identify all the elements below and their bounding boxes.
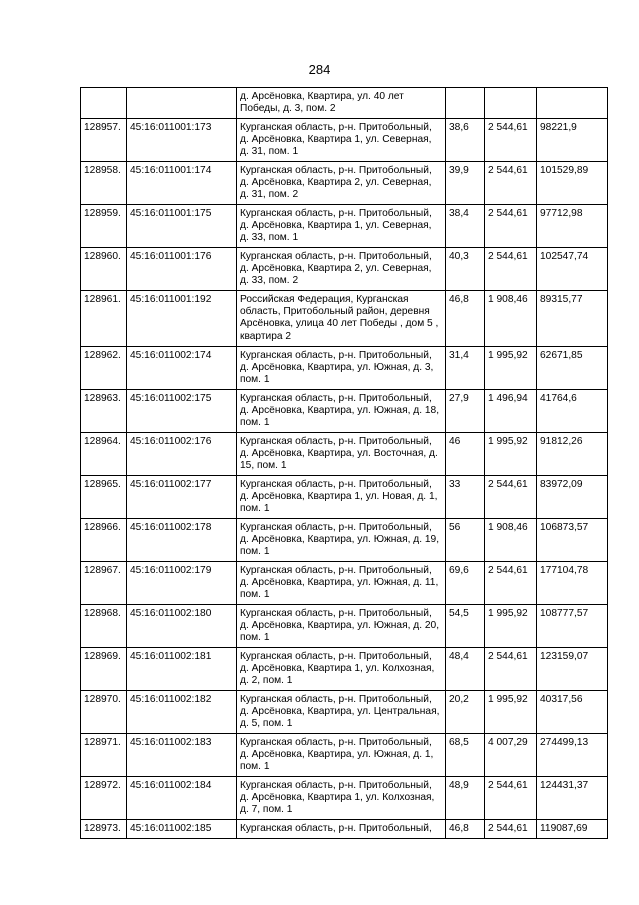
table-row <box>81 390 608 433</box>
cadastral-number-cell: 45:16:011002:184 <box>127 777 237 820</box>
area-cell: 54,5 <box>446 605 485 648</box>
rate-cell: 1 995,92 <box>485 691 537 734</box>
table-row <box>81 433 608 476</box>
cadastral-value-cell: 62671,85 <box>537 347 608 390</box>
table-row <box>81 648 608 691</box>
address-cell: Курганская область, р-н. Притобольный, д. Арсёновка, Квартира 1, ул. Новая, д. 1, пом. 1 <box>237 476 446 519</box>
table-row <box>81 734 608 777</box>
table-row <box>81 476 608 519</box>
address-cell: Курганская область, р-н. Притобольный, д. Арсёновка, Квартира, ул. Южная, д. 19, пом. 1 <box>237 519 446 562</box>
area-cell: 48,4 <box>446 648 485 691</box>
table-row <box>81 605 608 648</box>
address-cell: Курганская область, р-н. Притобольный, д. Арсёновка, Квартира, ул. Южная, д. 20, пом. 1 <box>237 605 446 648</box>
address-cell: Курганская область, р-н. Притобольный, д. Арсёновка, Квартира 2, ул. Северная, д. 33, пом. 2 <box>237 248 446 291</box>
row-number-cell: 128968. <box>81 605 127 648</box>
table-row <box>81 691 608 734</box>
row-number-cell: 128958. <box>81 162 127 205</box>
address-cell: Курганская область, р-н. Притобольный, д. Арсёновка, Квартира 1, ул. Колхозная, д. 2, пом. 1 <box>237 648 446 691</box>
row-number-cell: 128961. <box>81 291 127 347</box>
cadastral-value-cell: 123159,07 <box>537 648 608 691</box>
address-cell: Российская Федерация, Курганская область, Притобольный район, деревня Арсёновка, улица 40 лет Победы , дом 5 , квартира 2 <box>237 291 446 347</box>
row-number-cell: 128962. <box>81 347 127 390</box>
cadastral-value-cell: 177104,78 <box>537 562 608 605</box>
cadastral-number-cell: 45:16:011002:181 <box>127 648 237 691</box>
cadastral-value-cell: 119087,69 <box>537 820 608 839</box>
address-cell: Курганская область, р-н. Притобольный, д. Арсёновка, Квартира 2, ул. Северная, д. 31, пом. 2 <box>237 162 446 205</box>
address-cell: Курганская область, р-н. Притобольный, д. Арсёновка, Квартира 1, ул. Северная, д. 33, пом. 1 <box>237 205 446 248</box>
cadastral-number-cell: 45:16:011002:183 <box>127 734 237 777</box>
cadastral-number-cell: 45:16:011001:175 <box>127 205 237 248</box>
rate-cell: 2 544,61 <box>485 777 537 820</box>
cadastral-number-cell: 45:16:011002:178 <box>127 519 237 562</box>
row-number-cell: 128971. <box>81 734 127 777</box>
address-cell: Курганская область, р-н. Притобольный, д. Арсёновка, Квартира, ул. Южная, д. 1, пом. 1 <box>237 734 446 777</box>
row-number-cell: 128973. <box>81 820 127 839</box>
row-number-cell: 128963. <box>81 390 127 433</box>
row-number-cell: 128969. <box>81 648 127 691</box>
area-cell: 27,9 <box>446 390 485 433</box>
property-registry-table <box>80 87 608 839</box>
address-cell: Курганская область, р-н. Притобольный, <box>237 820 446 839</box>
rate-cell: 2 544,61 <box>485 476 537 519</box>
cadastral-value-cell <box>537 88 608 119</box>
cadastral-value-cell: 91812,26 <box>537 433 608 476</box>
table-row <box>81 519 608 562</box>
table-row <box>81 205 608 248</box>
address-cell: Курганская область, р-н. Притобольный, д. Арсёновка, Квартира 1, ул. Колхозная, д. 7, пом. 1 <box>237 777 446 820</box>
cadastral-value-cell: 41764,6 <box>537 390 608 433</box>
area-cell: 39,9 <box>446 162 485 205</box>
rate-cell: 4 007,29 <box>485 734 537 777</box>
row-number-cell: 128959. <box>81 205 127 248</box>
row-number-cell: 128967. <box>81 562 127 605</box>
row-number-cell: 128972. <box>81 777 127 820</box>
table-body <box>81 88 608 839</box>
cadastral-value-cell: 274499,13 <box>537 734 608 777</box>
cadastral-number-cell: 45:16:011002:175 <box>127 390 237 433</box>
table-row <box>81 347 608 390</box>
cadastral-number-cell: 45:16:011001:176 <box>127 248 237 291</box>
cadastral-number-cell <box>127 88 237 119</box>
address-cell: Курганская область, р-н. Притобольный, д. Арсёновка, Квартира, ул. Южная, д. 3, пом. 1 <box>237 347 446 390</box>
cadastral-number-cell: 45:16:011002:185 <box>127 820 237 839</box>
rate-cell <box>485 88 537 119</box>
row-number-cell: 128960. <box>81 248 127 291</box>
cadastral-number-cell: 45:16:011002:180 <box>127 605 237 648</box>
area-cell: 46 <box>446 433 485 476</box>
area-cell: 46,8 <box>446 820 485 839</box>
cadastral-number-cell: 45:16:011002:179 <box>127 562 237 605</box>
cadastral-number-cell: 45:16:011002:176 <box>127 433 237 476</box>
row-number-cell: 128966. <box>81 519 127 562</box>
cadastral-value-cell: 97712,98 <box>537 205 608 248</box>
cadastral-value-cell: 101529,89 <box>537 162 608 205</box>
area-cell: 56 <box>446 519 485 562</box>
area-cell: 38,4 <box>446 205 485 248</box>
row-number-cell: 128964. <box>81 433 127 476</box>
table-row <box>81 291 608 347</box>
cadastral-value-cell: 83972,09 <box>537 476 608 519</box>
cadastral-number-cell: 45:16:011001:174 <box>127 162 237 205</box>
area-cell: 46,8 <box>446 291 485 347</box>
cadastral-value-cell: 98221,9 <box>537 119 608 162</box>
address-cell: Курганская область, р-н. Притобольный, д. Арсёновка, Квартира, ул. Южная, д. 18, пом. 1 <box>237 390 446 433</box>
rate-cell: 2 544,61 <box>485 648 537 691</box>
row-number-cell: 128970. <box>81 691 127 734</box>
cadastral-value-cell: 106873,57 <box>537 519 608 562</box>
area-cell: 33 <box>446 476 485 519</box>
cadastral-value-cell: 124431,37 <box>537 777 608 820</box>
table-row <box>81 119 608 162</box>
area-cell: 48,9 <box>446 777 485 820</box>
cadastral-value-cell: 108777,57 <box>537 605 608 648</box>
rate-cell: 2 544,61 <box>485 162 537 205</box>
cadastral-value-cell: 102547,74 <box>537 248 608 291</box>
row-number-cell <box>81 88 127 119</box>
rate-cell: 1 995,92 <box>485 347 537 390</box>
rate-cell: 2 544,61 <box>485 562 537 605</box>
rate-cell: 1 995,92 <box>485 605 537 648</box>
area-cell: 40,3 <box>446 248 485 291</box>
address-cell: Курганская область, р-н. Притобольный, д. Арсёновка, Квартира, ул. Центральная, д. 5, пом. 1 <box>237 691 446 734</box>
table-row <box>81 562 608 605</box>
row-number-cell: 128957. <box>81 119 127 162</box>
area-cell: 20,2 <box>446 691 485 734</box>
rate-cell: 1 995,92 <box>485 433 537 476</box>
area-cell: 31,4 <box>446 347 485 390</box>
address-cell: Курганская область, р-н. Притобольный, д. Арсёновка, Квартира 1, ул. Северная, д. 31, пом. 1 <box>237 119 446 162</box>
table-row <box>81 777 608 820</box>
address-cell: Курганская область, р-н. Притобольный, д. Арсёновка, Квартира, ул. Южная, д. 11, пом. 1 <box>237 562 446 605</box>
cadastral-number-cell: 45:16:011002:174 <box>127 347 237 390</box>
area-cell <box>446 88 485 119</box>
area-cell: 69,6 <box>446 562 485 605</box>
cadastral-number-cell: 45:16:011001:192 <box>127 291 237 347</box>
rate-cell: 2 544,61 <box>485 820 537 839</box>
area-cell: 38,6 <box>446 119 485 162</box>
cadastral-value-cell: 40317,56 <box>537 691 608 734</box>
row-number-cell: 128965. <box>81 476 127 519</box>
cadastral-number-cell: 45:16:011002:177 <box>127 476 237 519</box>
cadastral-number-cell: 45:16:011001:173 <box>127 119 237 162</box>
table-row <box>81 162 608 205</box>
rate-cell: 1 908,46 <box>485 519 537 562</box>
address-cell: д. Арсёновка, Квартира, ул. 40 лет Победы, д. 3, пом. 2 <box>237 88 446 119</box>
rate-cell: 2 544,61 <box>485 248 537 291</box>
page-number: 284 <box>308 62 331 77</box>
rate-cell: 2 544,61 <box>485 119 537 162</box>
rate-cell: 1 496,94 <box>485 390 537 433</box>
rate-cell: 2 544,61 <box>485 205 537 248</box>
cadastral-number-cell: 45:16:011002:182 <box>127 691 237 734</box>
rate-cell: 1 908,46 <box>485 291 537 347</box>
table-row <box>81 820 608 839</box>
address-cell: Курганская область, р-н. Притобольный, д. Арсёновка, Квартира, ул. Восточная, д. 15, пом. 1 <box>237 433 446 476</box>
area-cell: 68,5 <box>446 734 485 777</box>
cadastral-value-cell: 89315,77 <box>537 291 608 347</box>
table-row <box>81 248 608 291</box>
table-row <box>81 88 608 119</box>
